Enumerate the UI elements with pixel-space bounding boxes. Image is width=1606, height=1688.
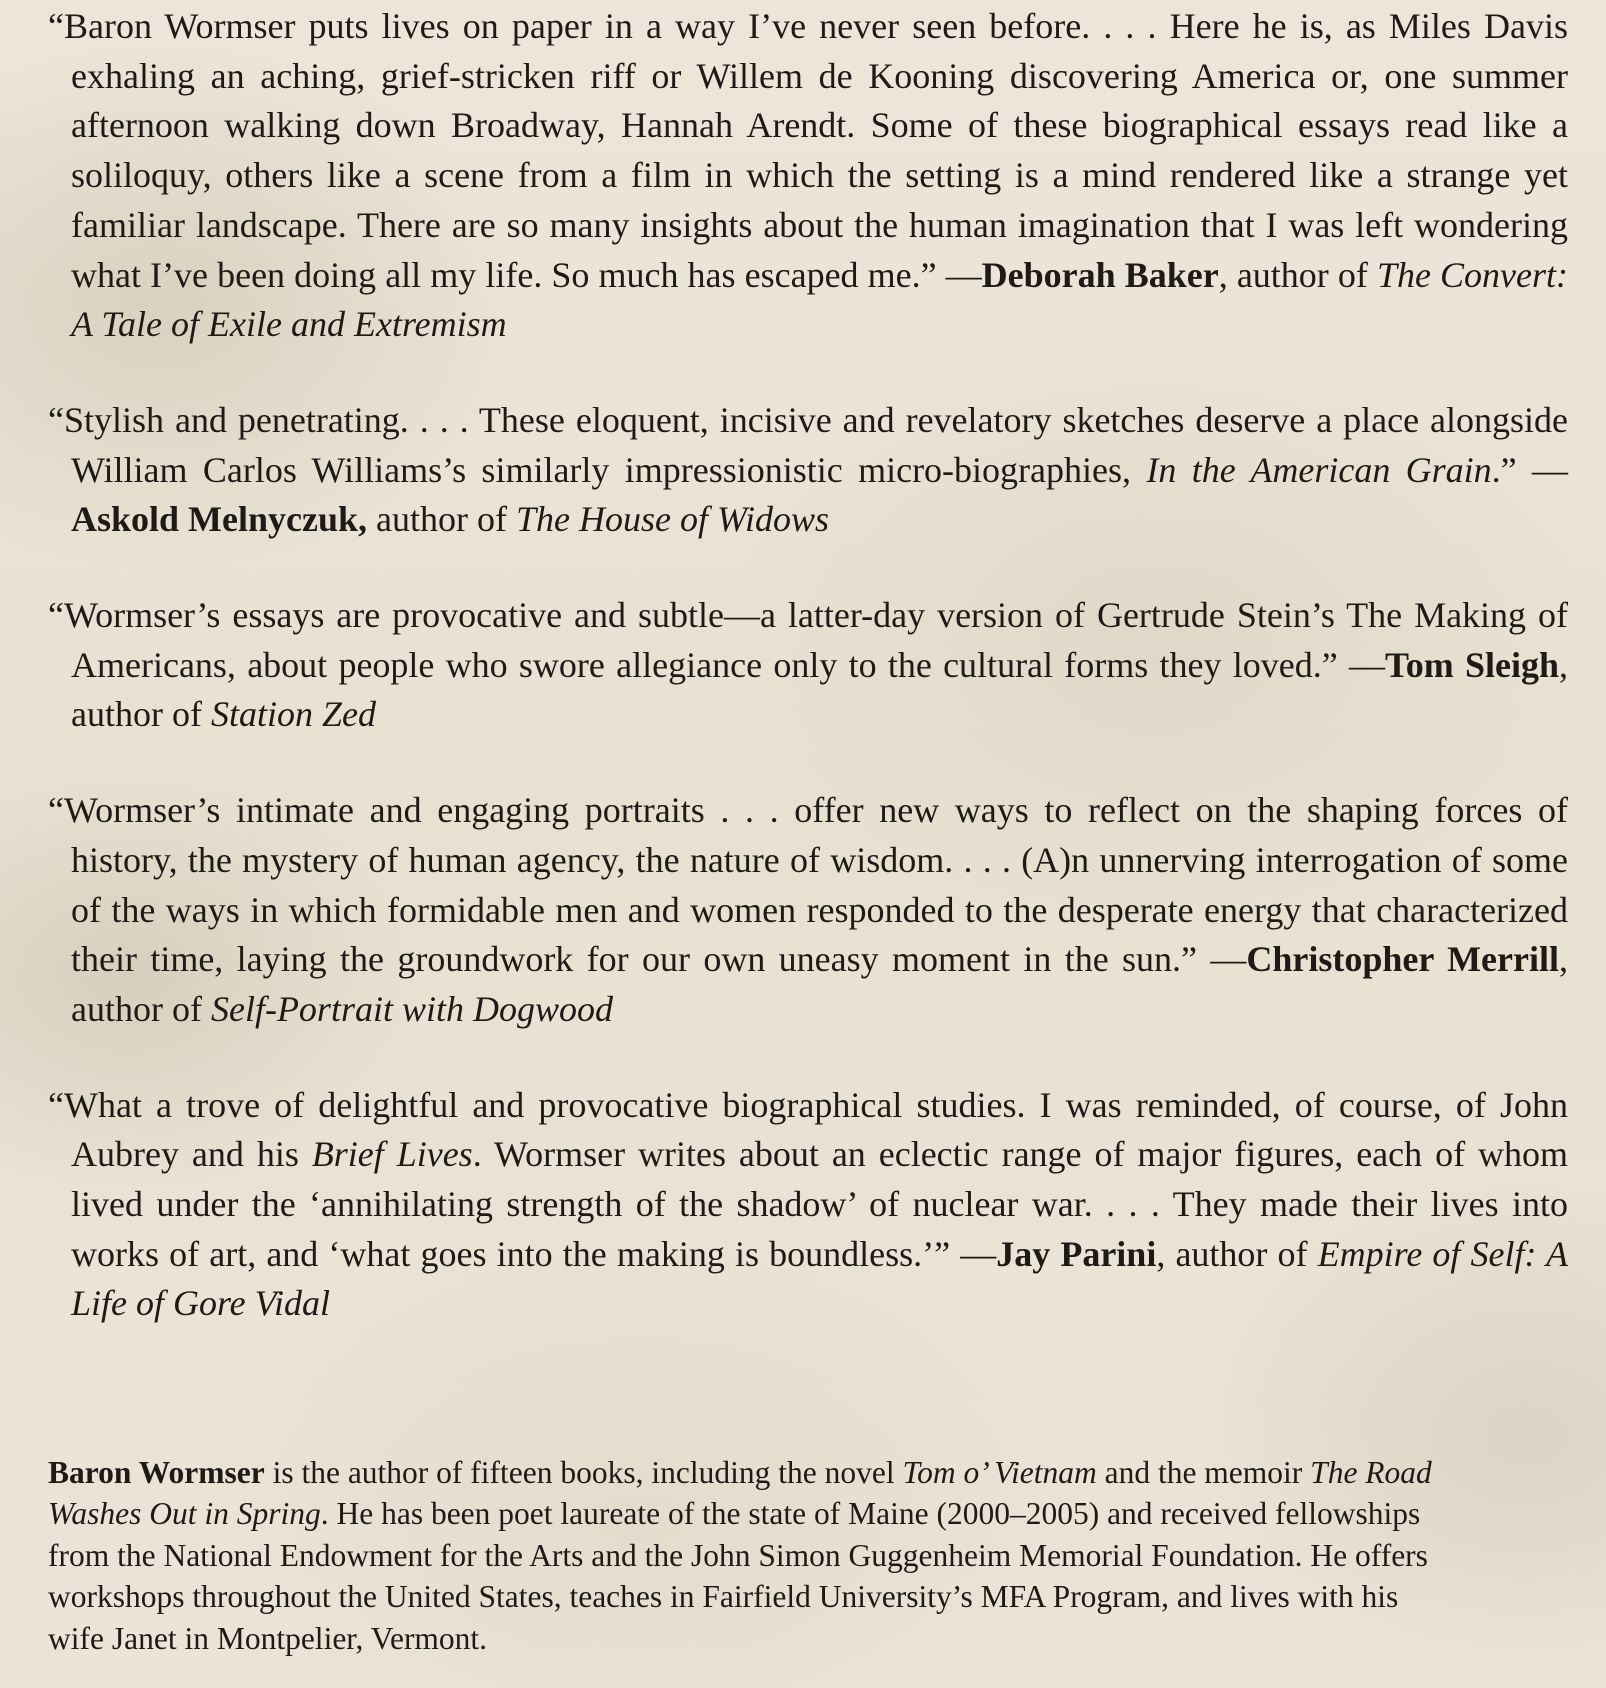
bio-book-title: Tom o’ Vietnam <box>902 1455 1097 1490</box>
bio-text: and the memoir <box>1096 1455 1311 1490</box>
blurb-author-of: , author of <box>1218 254 1377 295</box>
blurb-quote: “What a trove of delightful and provocative biographical studies. I was reminded, of course, of John Aubrey and his <box>48 1084 1568 1175</box>
blurb-askold-melnyczuk <box>48 396 1568 545</box>
blurb-jay-parini <box>48 1081 1568 1330</box>
blurb-tom-sleigh <box>48 591 1568 740</box>
blurb-attribution-name: Tom Sleigh <box>1385 644 1559 685</box>
blurb-attribution-name: Deborah Baker <box>981 254 1219 295</box>
blurb-deborah-baker <box>48 2 1568 350</box>
blurb-quote: “Stylish and penetrating. . . . These eloquent, incisive and revelatory sketches deserve a place alongside William Carlos Williams’s similarly impressionistic micro-biographies, <box>48 399 1568 490</box>
bio-text: . He has been poet laureate of the state of Maine (2000–2005) and received fellowships from the National Endowment for the Arts and the John Simon Guggenheim Memorial Foundation. He offers workshops throughout the United States, teaches in Fairfield University’s MFA Program, and lives with his wife Janet in Montpelier, Vermont. <box>48 1496 1428 1656</box>
blurb-book-title: The Convert: A Tale of Exile and Extremism <box>71 254 1568 345</box>
blurb-attribution-name: Christopher Merrill <box>1246 939 1559 980</box>
blurb-quote-end: . Wormser writes about an eclectic range of major figures, each of whom lived under the ‘annihilating strength of the shadow’ of nuclear war. . . . They made their lives into works of art, and ‘what goes into the making is boundless.’” — <box>71 1134 1568 1274</box>
author-bio <box>48 1452 1456 1659</box>
blurb-quote: “Baron Wormser puts lives on paper in a way I’ve never seen before. . . . Here he is, as Miles Davis exhaling an aching, grief-stricken riff or Willem de Kooning discovering America or, one summer afternoon walking down Broadway, Hannah Arendt. Some of these biographical essays read like a soliloquy, others like a scene from a film in which the setting is a mind rendered like a strange yet familiar landscape. There are so many insights about the human imagination that I was left wondering what I’ve been doing all my life. So much has escaped me.” — <box>48 6 1568 295</box>
blurb-book-title: Empire of Self: A Life of Gore Vidal <box>71 1233 1568 1324</box>
blurb-attribution-name: Jay Parini <box>996 1233 1157 1274</box>
blurb-quote-title: Brief Lives <box>311 1134 473 1175</box>
bio-book-title: The Road Washes Out in Spring <box>48 1455 1432 1532</box>
blurb-quote: “Wormser’s essays are provocative and subtle—a latter-day version of Gertrude Stein’s The Making of Americans, about people who swore allegiance only to the cultural forms they loved.” — <box>48 595 1568 685</box>
blurb-quote-end: .” — <box>1491 449 1568 490</box>
blurb-attribution-name: Askold Melnyczuk, <box>71 499 368 540</box>
blurb-christopher-merrill <box>48 786 1568 1035</box>
blurb-quote-title: In the American Grain <box>1146 449 1492 490</box>
bio-author-name: Baron Wormser <box>48 1455 265 1490</box>
blurb-author-of: , author of <box>71 939 1568 1029</box>
blurb-author-of: author of <box>367 499 517 540</box>
blurb-author-of: , author of <box>71 644 1568 735</box>
blurb-author-of: , author of <box>1156 1233 1318 1274</box>
blurb-quote: “Wormser’s intimate and engaging portraits . . . offer new ways to reflect on the shaping forces of history, the mystery of human agency, the nature of wisdom. . . . (A)n unnerving interrogation of some of the ways in which formidable men and women responded to the desperate energy that characterized their time, laying the groundwork for our own uneasy moment in the sun.” — <box>48 790 1568 980</box>
bio-text: is the author of fifteen books, including the novel <box>264 1455 903 1490</box>
blurb-book-title: The House of Widows <box>516 499 830 540</box>
blurb-book-title: Station Zed <box>210 694 376 735</box>
blurb-book-title: Self-Portrait with Dogwood <box>210 988 613 1029</box>
